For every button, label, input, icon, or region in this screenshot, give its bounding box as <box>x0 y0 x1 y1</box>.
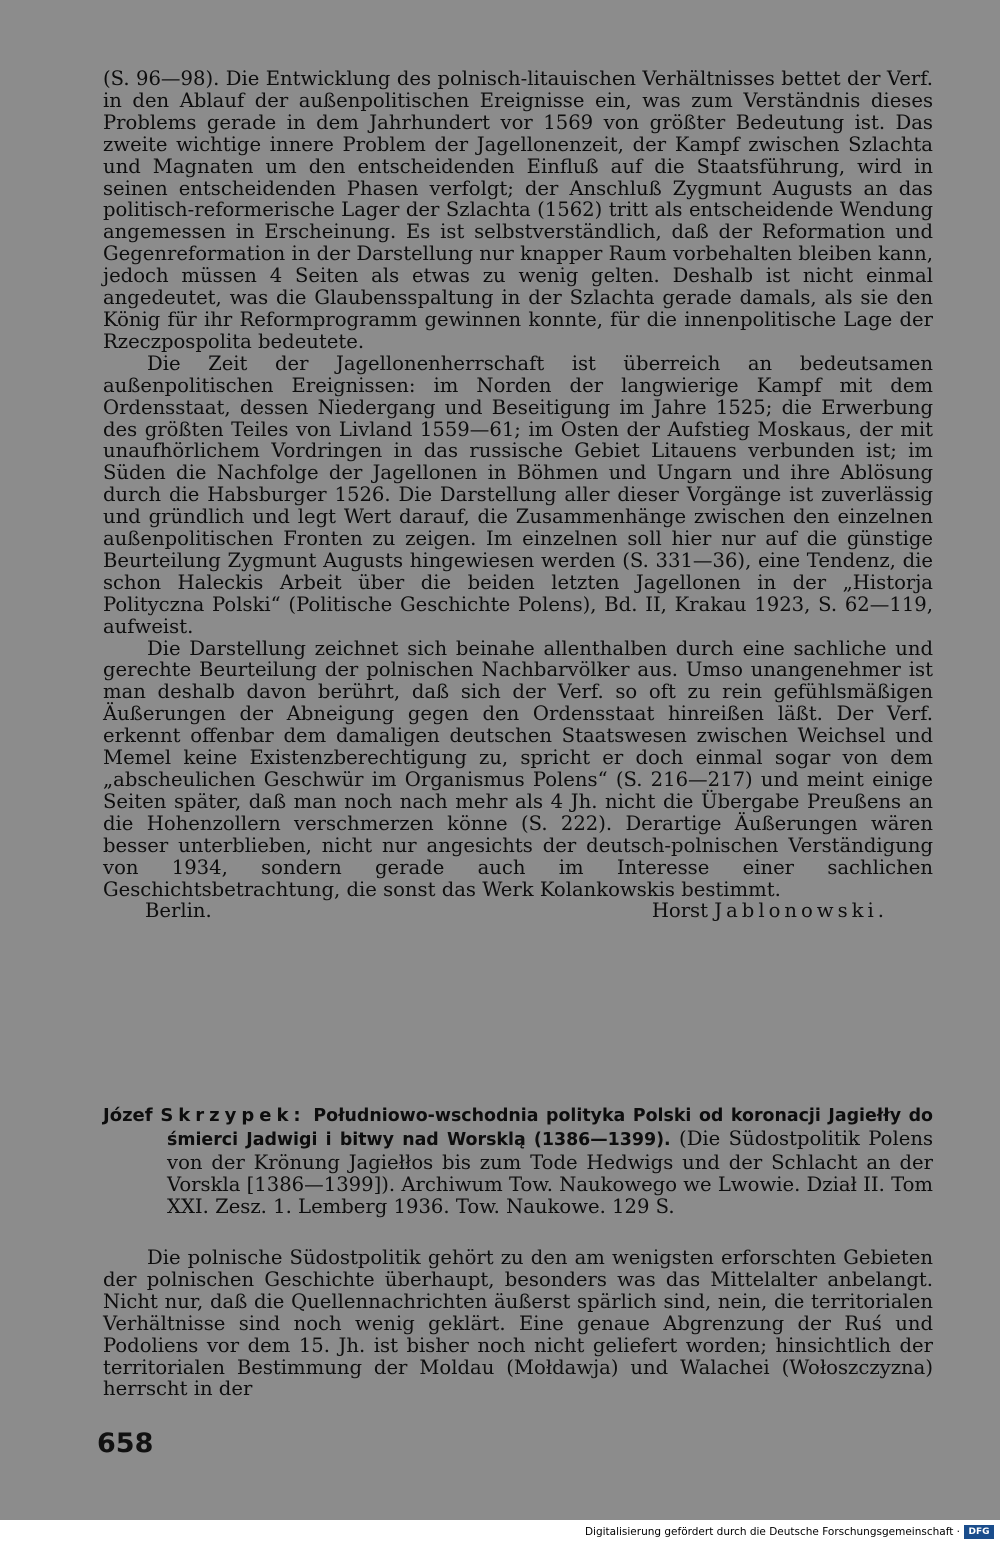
review-continuation <box>103 68 933 922</box>
dfg-logo: DFG <box>964 1525 994 1539</box>
book-title: Południowo-wschodnia polityka Polski od koronacji Jagiełły do śmierci Jadwigi i bitwy nad Worsklą (1386—1399). <box>167 1106 934 1150</box>
review-body <box>103 1247 933 1400</box>
paragraph: Die polnische Südostpolitik gehört zu den am wenigsten erforschten Gebieten der polnischen Geschichte überhaupt, besonders was das Mittelalter anbelangt. Nicht nur, daß die Quellennachrichten äußerst spärlich sind, nein, die territorialen Verhältnisse sind noch wenig geklärt. Eine genaue Abgrenzung der Ruś und Podoliens vor dem 15. Jh. ist bisher noch nicht geliefert worden; hinsichtlich der territorialen Bestimmung der Moldau (Mołdawja) und Walachei (Wołoszczyzna) herrscht in der <box>103 1246 933 1401</box>
author-first-name: Józef <box>103 1105 153 1126</box>
paragraph: Die Zeit der Jagellonenherrschaft ist überreich an bedeutsamen außenpolitischen Ereignissen: im Norden der langwierige Kampf mit dem Ordensstaat, dessen Niedergang und Beseitigung im Jahre 1525; die Erwerbung des größten Teiles von Livland 1559—61; im Osten der Aufstieg Moskaus, der mit unaufhörlichem Vordringen in das russische Gebiet Litauens verbunden ist; im Süden die Nachfolge der Jagellonen in Böhmen und Ungarn und ihre Ablösung durch die Habsburger 1526. Die Darstellung aller dieser Vorgänge ist zuverlässig und gründlich und legt Wert darauf, die Zusammenhänge zwischen den einzelnen außenpolitischen Fronten zu zeigen. Im einzelnen soll hier nur auf die günstige Beurteilung Zygmunt Augusts hingewiesen werden (S. 331—36), eine Tendenz, die schon Haleckis Arbeit über die beiden letzten Jagellonen in der „Historja Polityczna Polski“ (Politische Geschichte Polens), Bd. II, Krakau 1923, S. 62—119, aufweist. <box>103 351 933 638</box>
signature-place: Berlin. <box>145 899 212 923</box>
reviewer-first-name: Horst <box>651 899 708 923</box>
author-surname: Skrzypek: <box>160 1105 306 1126</box>
footer-text: Digitalisierung gefördert durch die Deutsche Forschungsgemeinschaft · <box>584 1526 960 1538</box>
review-signature <box>103 900 933 922</box>
reviewer-name <box>652 900 888 922</box>
paragraph: (S. 96—98). Die Entwicklung des polnisch-litauischen Verhältnisses bettet der Verf. in den Ablauf der außenpolitischen Ereignisse ein, was zum Verständnis dieses Problems gerade in dem Jahrhundert vor 1569 von größter Bedeutung ist. Das zweite wichtige innere Problem der Jagellonenzeit, der Kampf zwischen Szlachta und Magnaten um den entscheidenden Einfluß auf die Staatsführung, wird in seinen entscheidenden Phasen verfolgt; der Anschluß Zygmunt Augusts an das politisch-reformerische Lager der Szlachta (1562) tritt als entscheidende Wendung angemessen in Erscheinung. Es ist selbstverständlich, daß der Reformation und Gegenreformation in der Darstellung nur knapper Raum vorbehalten bleiben kann, jedoch müssen 4 Seiten als etwas zu wenig gelten. Deshalb ist nicht einmal angedeutet, was die Glaubensspaltung in der Szlachta gerade damals, als sie den König für ihr Reformprogramm gewinnen konnte, für die innenpolitische Lage der Rzeczpospolita bedeutete. <box>103 67 933 353</box>
book-details: (Die Südostpolitik Polens von der Krönung Jagiełłos bis zum Tode Hedwigs und der Schlacht an der Vorskla [1386—1399]). Archiwum Tow. Naukowego we Lwowie. Dział II. Tom XXI. Zesz. 1. Lemberg 1936. Tow. Naukowe. 129 S. <box>167 1126 933 1218</box>
paragraph: Die Darstellung zeichnet sich beinahe allenthalben durch eine sachliche und gerechte Beurteilung der polnischen Nachbarvölker aus. Umso unangenehmer ist man deshalb davon berührt, daß sich der Verf. so oft zu rein gefühlsmäßigen Äußerungen der Abneigung gegen den Ordensstaat hinreißen läßt. Der Verf. erkennt offenbar dem damaligen deutschen Staatswesen zwischen Weichsel und Memel keine Existenzberechtigung zu, spricht er doch einmal sogar von dem „abscheulichen Geschwür im Organismus Polens“ (S. 216—217) und meint einige Seiten später, daß man noch nach mehr als 4 Jh. nicht die Übergabe Preußens an die Hohenzollern verschmerzen könne (S. 222). Derartige Äußerungen wären besser unterblieben, nicht nur angesichts der deutsch-polnischen Verständigung von 1934, sondern gerade auch im Interesse einer sachlichen Geschichtsbetrachtung, die sonst das Werk Kolankowskis bestimmt. <box>103 636 933 901</box>
bibliographic-entry <box>103 1104 933 1218</box>
page-number: 658 <box>97 1428 154 1459</box>
reviewer-last-name: Jablonowski. <box>714 899 888 923</box>
review-heading <box>103 1104 933 1218</box>
digitization-footer <box>0 1520 1000 1546</box>
